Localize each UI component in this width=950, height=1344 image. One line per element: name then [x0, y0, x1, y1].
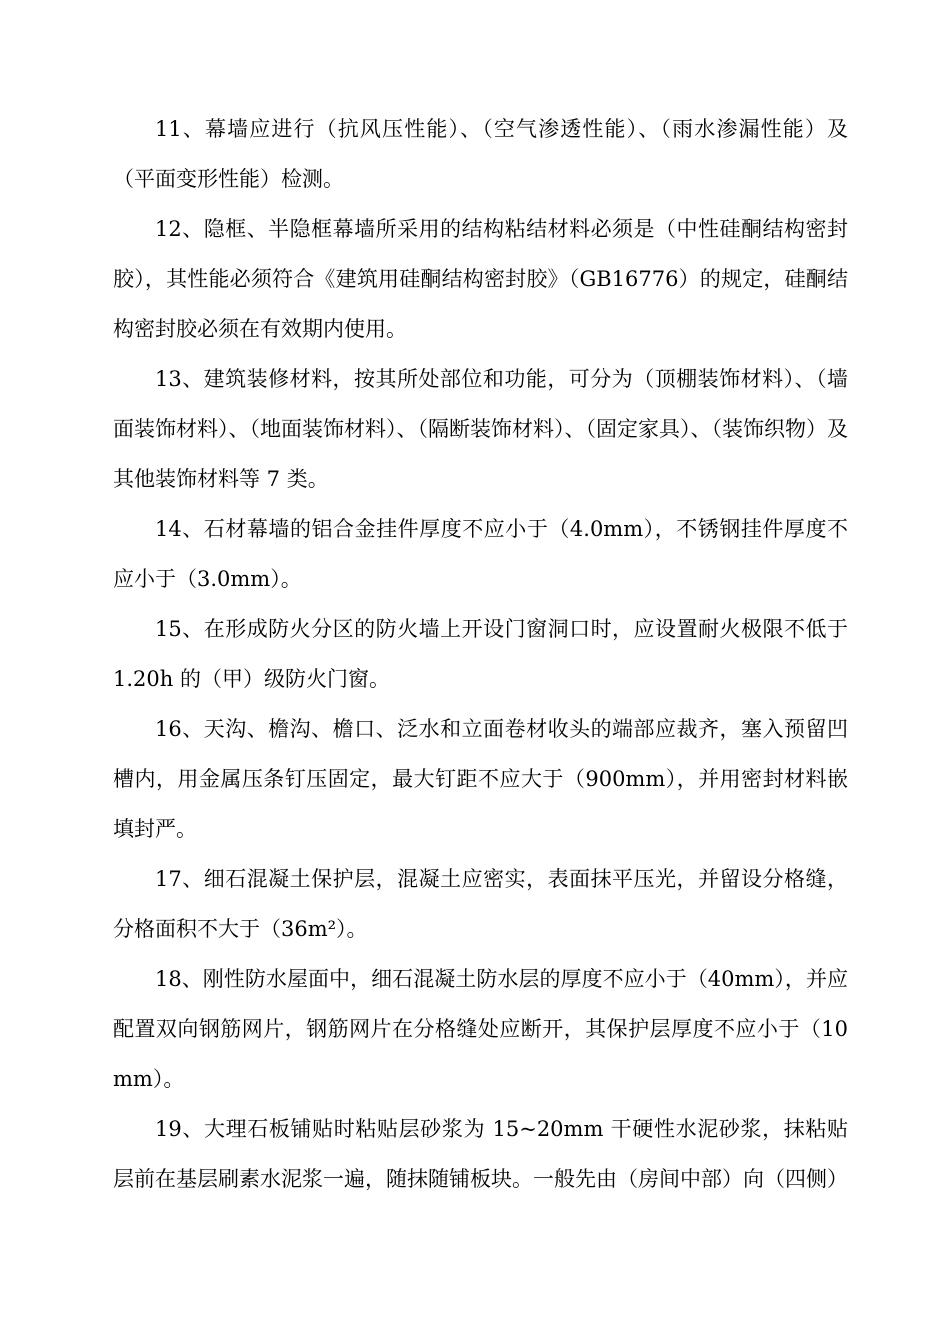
paragraph-item-16: 16、天沟、檐沟、檐口、泛水和立面卷材收头的端部应裁齐，塞入预留凹槽内，用金属压条钉压固定，最大钉距不应大于（900mm），并用密封材料嵌填封严。 [113, 717, 848, 841]
paragraph-item-19: 19、大理石板铺贴时粘贴层砂浆为 15~20mm 干硬性水泥砂浆，抹粘贴层前在基层刷素水泥浆一遍，随抹随铺板块。一般先由（房间中部）向（四侧） [113, 1117, 848, 1191]
paragraph-item-15: 15、在形成防火分区的防火墙上开设门窗洞口时，应设置耐火极限不低于 1.20h 的（甲）级防火门窗。 [113, 617, 848, 691]
paragraph-item-17: 17、细石混凝土保护层，混凝土应密实，表面抹平压光，并留设分格缝，分格面积不大于（36m²）。 [113, 867, 848, 941]
paragraph-item-14: 14、石材幕墙的铝合金挂件厚度不应小于（4.0mm），不锈钢挂件厚度不应小于（3.0mm）。 [113, 517, 848, 591]
paragraph-item-11: 11、幕墙应进行（抗风压性能）、（空气渗透性能）、（雨水渗漏性能）及（平面变形性能）检测。 [113, 117, 848, 191]
document-page [113, 104, 848, 1204]
paragraph-item-13: 13、建筑装修材料，按其所处部位和功能，可分为（顶棚装饰材料）、（墙面装饰材料）、（地面装饰材料）、（隔断装饰材料）、（固定家具）、（装饰织物）及其他装饰材料等 7 类。 [113, 367, 848, 491]
paragraph-item-12: 12、隐框、半隐框幕墙所采用的结构粘结材料必须是（中性硅酮结构密封胶），其性能必须符合《建筑用硅酮结构密封胶》（GB16776）的规定，硅酮结构密封胶必须在有效期内使用。 [113, 217, 848, 341]
paragraph-item-18: 18、刚性防水屋面中，细石混凝土防水层的厚度不应小于（40mm），并应配置双向钢筋网片，钢筋网片在分格缝处应断开，其保护层厚度不应小于（10mm）。 [113, 967, 848, 1091]
